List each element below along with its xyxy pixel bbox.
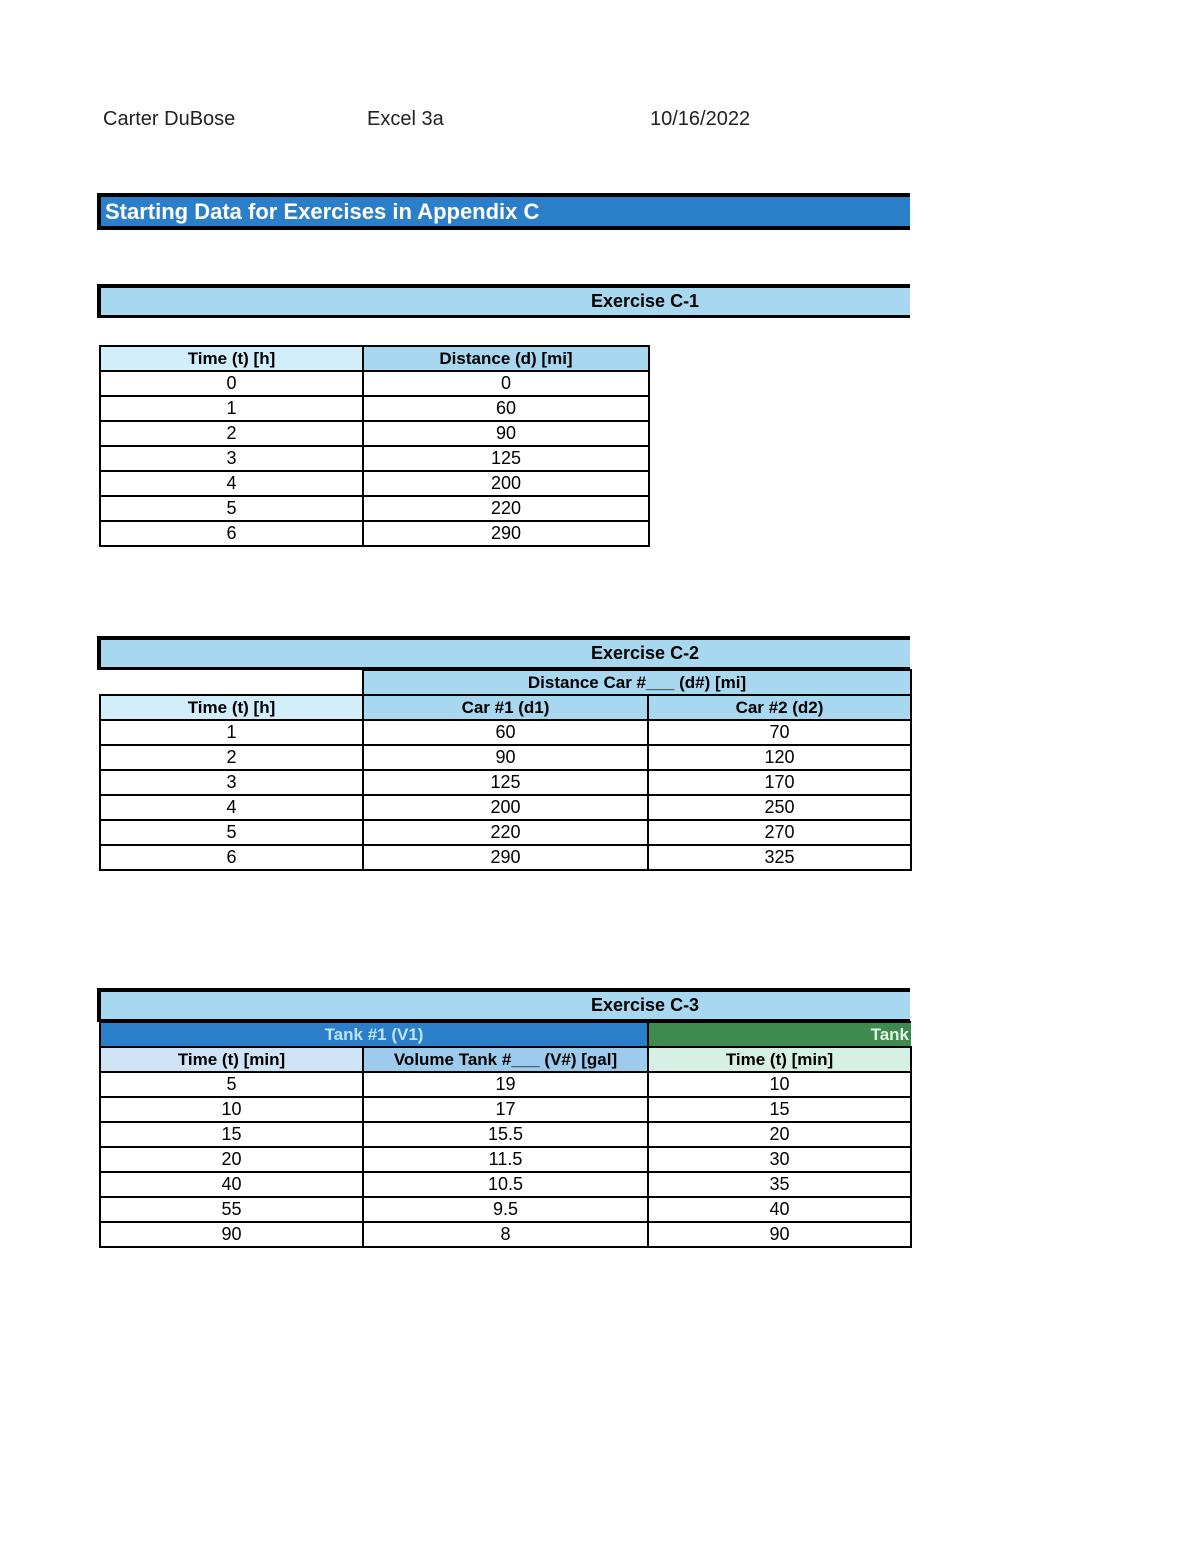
table-cell[interactable]: 10.5 — [363, 1172, 648, 1197]
date-text: 10/16/2022 — [650, 108, 751, 130]
table-row — [100, 1172, 911, 1197]
table-cell[interactable]: 5 — [100, 1072, 363, 1097]
exercise-c1-banner — [97, 284, 910, 318]
table-cell[interactable]: 19 — [363, 1072, 648, 1097]
table-row — [100, 795, 911, 820]
table-cell[interactable]: 0 — [363, 371, 649, 396]
table-header-row — [100, 695, 911, 720]
table-cell[interactable]: 5 — [100, 496, 363, 521]
table-cell[interactable]: 55 — [100, 1197, 363, 1222]
table-cell[interactable]: 15 — [648, 1097, 911, 1122]
table-cell[interactable]: 10 — [100, 1097, 363, 1122]
table-row — [100, 745, 911, 770]
table-cell[interactable]: 120 — [648, 745, 911, 770]
table-cell[interactable]: 1 — [100, 720, 363, 745]
exercise-c2-title: Exercise C-2 — [591, 643, 700, 663]
table-cell[interactable]: 270 — [648, 820, 911, 845]
table-row — [100, 471, 649, 496]
table-group-header-row — [100, 670, 911, 695]
table-cell[interactable]: 40 — [100, 1172, 363, 1197]
table-cell[interactable]: 17 — [363, 1097, 648, 1122]
table-row — [100, 845, 911, 870]
empty-cell — [100, 670, 363, 695]
table-cell[interactable]: 11.5 — [363, 1147, 648, 1172]
tank-header-row — [100, 1022, 911, 1047]
table-header-row — [100, 346, 649, 371]
column-header[interactable]: Car #2 (d2) — [648, 695, 911, 720]
table-row — [100, 421, 649, 446]
exercise-c3-table — [99, 1021, 912, 1248]
table-cell[interactable]: 20 — [648, 1122, 911, 1147]
table-cell[interactable]: 290 — [363, 521, 649, 546]
table-cell[interactable]: 0 — [100, 371, 363, 396]
table-cell[interactable]: 9.5 — [363, 1197, 648, 1222]
table-cell[interactable]: 325 — [648, 845, 911, 870]
table-cell[interactable]: 15.5 — [363, 1122, 648, 1147]
assignment-name: Excel 3a — [367, 108, 444, 130]
column-header[interactable]: Time (t) [h] — [100, 695, 363, 720]
tank2-header[interactable]: Tank — [648, 1022, 911, 1047]
exercise-c2-body — [100, 720, 911, 870]
table-cell[interactable]: 125 — [363, 770, 648, 795]
table-cell[interactable]: 4 — [100, 471, 363, 496]
table-cell[interactable]: 125 — [363, 446, 649, 471]
table-cell[interactable]: 220 — [363, 496, 649, 521]
author-name: Carter DuBose — [103, 108, 236, 130]
table-cell[interactable]: 290 — [363, 845, 648, 870]
table-cell[interactable]: 4 — [100, 795, 363, 820]
table-row — [100, 1122, 911, 1147]
column-header[interactable]: Time (t) [min] — [648, 1047, 911, 1072]
exercise-c1-table — [99, 345, 650, 547]
table-cell[interactable]: 6 — [100, 845, 363, 870]
table-cell[interactable]: 2 — [100, 421, 363, 446]
table-cell[interactable]: 20 — [100, 1147, 363, 1172]
exercise-c1-title: Exercise C-1 — [591, 291, 700, 311]
table-cell[interactable]: 2 — [100, 745, 363, 770]
table-cell[interactable]: 220 — [363, 820, 648, 845]
table-cell[interactable]: 3 — [100, 446, 363, 471]
table-cell[interactable]: 60 — [363, 720, 648, 745]
table-cell[interactable]: 200 — [363, 795, 648, 820]
table-cell[interactable]: 5 — [100, 820, 363, 845]
table-row — [100, 770, 911, 795]
table-cell[interactable]: 35 — [648, 1172, 911, 1197]
table-cell[interactable]: 90 — [363, 421, 649, 446]
table-cell[interactable]: 15 — [100, 1122, 363, 1147]
tank1-header[interactable]: Tank #1 (V1) — [100, 1022, 648, 1047]
table-row — [100, 371, 649, 396]
table-row — [100, 1072, 911, 1097]
exercise-c3-body — [100, 1072, 911, 1247]
table-row — [100, 496, 649, 521]
column-header[interactable]: Car #1 (d1) — [363, 695, 648, 720]
table-cell[interactable]: 3 — [100, 770, 363, 795]
exercise-c2-banner — [97, 636, 910, 670]
table-row — [100, 820, 911, 845]
distance-group-header[interactable]: Distance Car #___ (d#) [mi] — [363, 670, 911, 695]
table-row — [100, 1097, 911, 1122]
table-cell[interactable]: 90 — [100, 1222, 363, 1247]
table-cell[interactable]: 1 — [100, 396, 363, 421]
table-row — [100, 1222, 911, 1247]
exercise-c3-banner — [97, 988, 910, 1022]
table-cell[interactable]: 90 — [363, 745, 648, 770]
table-cell[interactable]: 60 — [363, 396, 649, 421]
exercise-c2-table — [99, 669, 912, 871]
table-row — [100, 720, 911, 745]
table-row — [100, 1147, 911, 1172]
table-cell[interactable]: 200 — [363, 471, 649, 496]
column-header[interactable]: Volume Tank #___ (V#) [gal] — [363, 1047, 648, 1072]
table-cell[interactable]: 170 — [648, 770, 911, 795]
table-cell[interactable]: 250 — [648, 795, 911, 820]
table-row — [100, 521, 649, 546]
table-cell[interactable]: 6 — [100, 521, 363, 546]
column-header[interactable]: Time (t) [min] — [100, 1047, 363, 1072]
exercise-c1-body — [100, 371, 649, 546]
table-cell[interactable]: 70 — [648, 720, 911, 745]
column-header[interactable]: Distance (d) [mi] — [363, 346, 649, 371]
table-row — [100, 396, 649, 421]
exercise-c3-title: Exercise C-3 — [591, 995, 700, 1015]
table-cell[interactable]: 8 — [363, 1222, 648, 1247]
page-title: Starting Data for Exercises in Appendix C — [97, 193, 910, 230]
column-header[interactable]: Time (t) [h] — [100, 346, 363, 371]
table-cell[interactable]: 10 — [648, 1072, 911, 1097]
table-cell[interactable]: 40 — [648, 1197, 911, 1222]
table-row — [100, 446, 649, 471]
table-header-row — [100, 1047, 911, 1072]
table-cell[interactable]: 30 — [648, 1147, 911, 1172]
table-cell[interactable]: 90 — [648, 1222, 911, 1247]
table-row — [100, 1197, 911, 1222]
